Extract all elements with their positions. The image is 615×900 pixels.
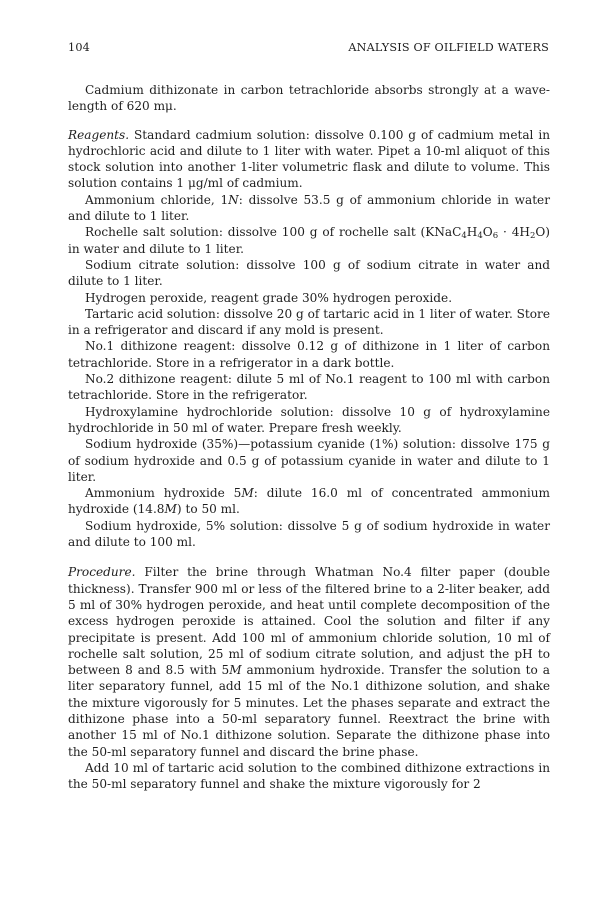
reagent-ammonium-hydroxide: Ammonium hydroxide 5M: dilute 16.0 ml of concentrated ammonium hydroxide (14.8M) to 50 ml.: [68, 486, 550, 517]
reagent-hydrogen-peroxide: Hydrogen peroxide, reagent grade 30% hydrogen peroxide.: [85, 290, 453, 305]
page-number: 104: [68, 41, 90, 54]
reagent-sodium-citrate: Sodium citrate solution: dissolve 100 g of sodium citrate in water and dilute to 1 liter.: [68, 257, 550, 289]
reagent-dithizone-1: No.1 dithizone reagent: dissolve 0.12 g of dithizone in 1 liter of carbon tetrachloride. Store in a refrigerator in a dark bottle.: [68, 339, 550, 370]
intro-paragraph: Cadmium dithizonate in carbon tetrachloride absorbs strongly at a wave-length of 620 mμ.: [68, 83, 550, 114]
reagents-heading: Reagents.: [68, 127, 130, 142]
running-title: ANALYSIS OF OILFIELD WATERS: [348, 41, 549, 54]
reagents-standard-cadmium: Reagents. Standard cadmium solution: dissolve 0.100 g of cadmium metal in hydrochloric acid and dilute to 1 liter with water. Pipet a 10-ml aliquot of this stock solution into another 1-liter volumetric flask and dilute to volume. This solution contains 1 μg/ml of cadmium.: [68, 127, 550, 191]
procedure-paragraph-1: Procedure. Filter the brine through Whatman No.4 filter paper (double thickness). Transfer 900 ml or less of the filtered brine to a 2-liter beaker, add 5 ml of 30% hydrogen peroxide, and heat until complete decomposition of the excess hydrogen peroxide is attained. Cool the solution and filter if any precipitate is present. Add 100 ml of ammonium chloride solution, 10 ml of rochelle salt solution, 25 ml of sodium citrate solution, and adjust the pH to between 8 and 8.5 with 5M ammonium hydroxide. Transfer the solution to a liter separatory funnel, add 15 ml of the No.1 dithizone solution, and shake the mixture vigorously for 5 minutes. Let the phases separate and extract the dithizone phase into a 50-ml separatory funnel. Reextract the brine with another 15 ml of No.1 dithizone solution. Separate the dithizone phase into the 50-ml separatory funnel and discard the brine phase.: [68, 565, 550, 759]
page-header: [68, 41, 549, 59]
reagent-hydroxylamine: Hydroxylamine hydrochloride solution: dissolve 10 g of hydroxylamine hydrochloride in 50 ml of water. Prepare fresh weekly.: [68, 404, 550, 435]
reagent-tartaric-acid: Tartaric acid solution: dissolve 20 g of tartaric acid in 1 liter of water. Store in a refrigerator and discard if any mold is present.: [68, 306, 550, 338]
reagent-rochelle-salt: Rochelle salt solution: dissolve 100 g of rochelle salt $(KNaC_4H_4O_6 \cdot 4H_2O)$ in water and dilute to 1 liter.: [68, 225, 550, 256]
reagent-naoh-kcn: Sodium hydroxide (35%)—potassium cyanide (1%) solution: dissolve 175 g of sodium hydroxide and 0.5 g of potassium cyanide in water and dilute to 1 liter.: [68, 437, 550, 484]
procedure-paragraph-2: Add 10 ml of tartaric acid solution to the combined dithizone extractions in the 50-ml separatory funnel and shake the mixture vigorously for 2: [68, 760, 550, 792]
reagent-dithizone-2: No.2 dithizone reagent: dilute 5 ml of No.1 reagent to 100 ml with carbon tetrachloride. Store in the refrigerator.: [68, 372, 550, 403]
reagent-sodium-hydroxide: Sodium hydroxide, 5% solution: dissolve 5 g of sodium hydroxide in water and dilute to 100 ml.: [68, 518, 550, 550]
body-text: [68, 82, 550, 792]
reagent-ammonium-chloride: Ammonium chloride, 1N: dissolve 53.5 g of ammonium chloride in water and dilute to 1 liter.: [68, 192, 550, 224]
procedure-heading: Procedure.: [68, 565, 136, 580]
